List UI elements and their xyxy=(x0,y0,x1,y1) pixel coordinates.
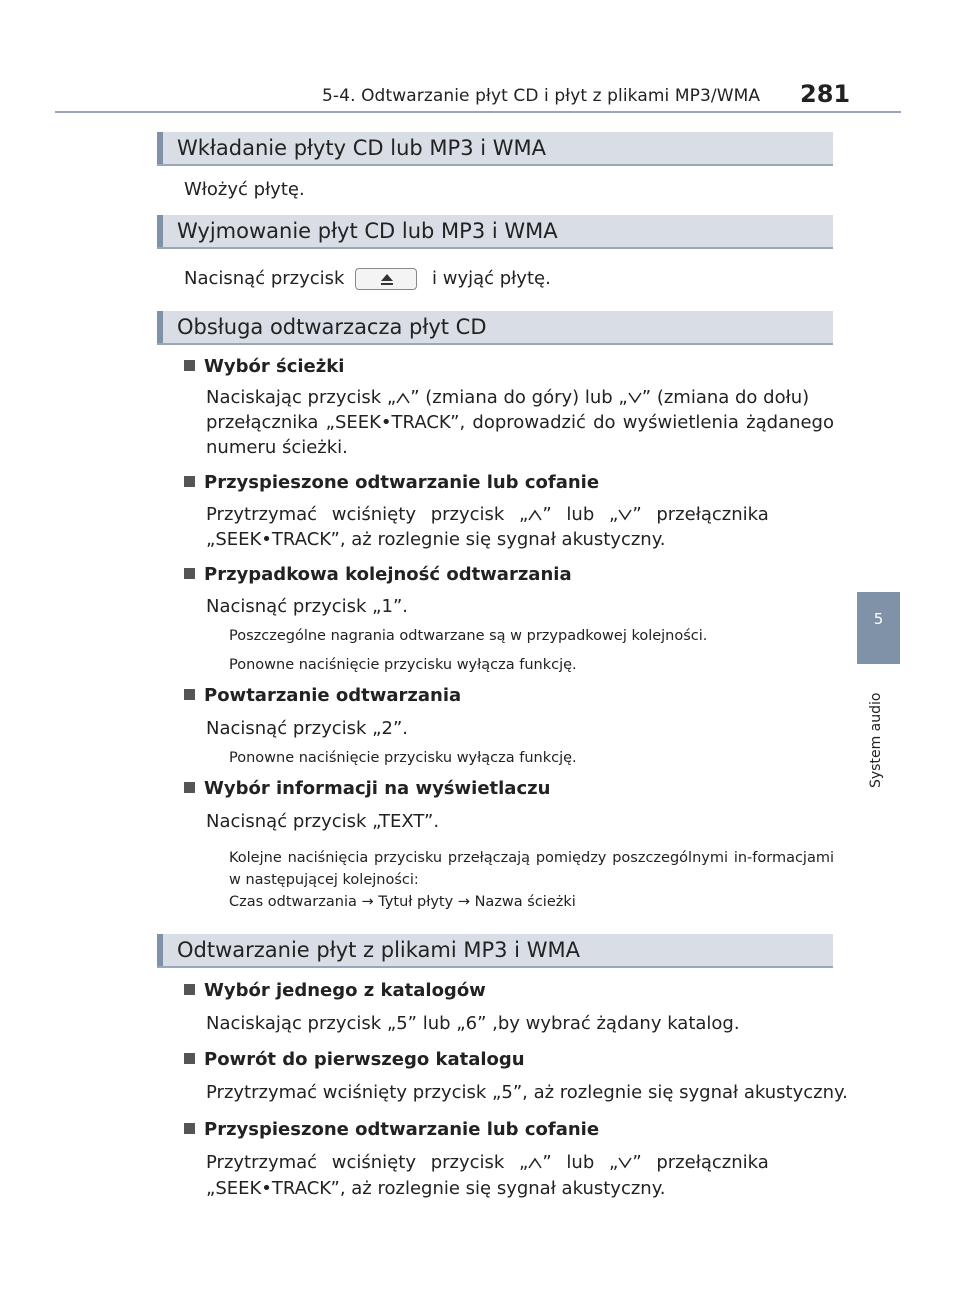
caret-up-icon xyxy=(528,1157,542,1169)
section-title: Wyjmowanie płyt CD lub MP3 i WMA xyxy=(177,219,558,243)
subheading: Przypadkowa kolejność odtwarzania xyxy=(184,564,572,585)
body-text: Nacisnąć przycisk xyxy=(184,268,345,289)
square-bullet-icon xyxy=(184,1053,195,1064)
square-bullet-icon xyxy=(184,568,195,579)
square-bullet-icon xyxy=(184,476,195,487)
section-header-eject-disc xyxy=(157,215,833,247)
subheading: Powtarzanie odtwarzania xyxy=(184,685,461,706)
body-text: Przytrzymać wciśnięty przycisk „ ” lub „ ” przełącznika xyxy=(206,1152,769,1173)
body-text: „SEEK•TRACK”, aż rozlegnie się sygnał akustyczny. xyxy=(206,529,666,550)
square-bullet-icon xyxy=(184,360,195,371)
body-text: Naciskając przycisk „5” lub „6” ,by wybrać żądany katalog. xyxy=(206,1013,740,1034)
chapter-tab xyxy=(857,592,900,664)
square-bullet-icon xyxy=(184,782,195,793)
caret-down-icon xyxy=(628,392,642,404)
page-number: 281 xyxy=(800,80,851,108)
body-text: Przytrzymać wciśnięty przycisk „5”, aż rozlegnie się sygnał akustyczny. xyxy=(206,1082,848,1103)
caret-up-icon xyxy=(528,509,542,521)
header-divider xyxy=(55,111,901,113)
caret-down-icon xyxy=(618,509,632,521)
section-header-cd-operation xyxy=(157,311,833,343)
right-arrow-icon: → xyxy=(361,894,374,910)
body-text: Nacisnąć przycisk „2”. xyxy=(206,718,408,739)
square-bullet-icon xyxy=(184,1123,195,1134)
body-text: Naciskając przycisk „ ” (zmiana do góry) lub „ ” (zmiana do dołu) xyxy=(206,387,810,408)
subheading: Powrót do pierwszego katalogu xyxy=(184,1049,525,1070)
body-text: „SEEK•TRACK”, aż rozlegnie się sygnał akustyczny. xyxy=(206,1178,666,1199)
caret-down-icon xyxy=(618,1157,632,1169)
square-bullet-icon xyxy=(184,689,195,700)
caret-up-icon xyxy=(396,392,410,404)
subheading: Przyspieszone odtwarzanie lub cofanie xyxy=(184,1119,599,1140)
note-text: Poszczególne nagrania odtwarzane są w przypadkowej kolejności. xyxy=(229,628,708,644)
section-header-insert-disc xyxy=(157,132,833,164)
body-text: przełącznika „SEEK•TRACK”, doprowadzić do wyświetlenia żądanego numeru ścieżki. xyxy=(206,412,834,458)
eject-icon xyxy=(380,273,394,286)
right-arrow-icon: → xyxy=(457,894,470,910)
body-text: i wyjąć płytę. xyxy=(432,268,551,289)
square-bullet-icon xyxy=(184,984,195,995)
sequence-text: Czas odtwarzania → Tytuł płyty → Nazwa ścieżki xyxy=(229,894,576,910)
eject-button xyxy=(355,268,417,290)
body-text: Włożyć płytę. xyxy=(184,179,305,200)
section-header-mp3-wma xyxy=(157,934,833,966)
note-text: Ponowne naciśnięcie przycisku wyłącza funkcję. xyxy=(229,657,577,673)
body-text: Przytrzymać wciśnięty przycisk „ ” lub „ ” przełącznika xyxy=(206,504,769,525)
body-text: Nacisnąć przycisk „TEXT”. xyxy=(206,811,440,832)
note-text: Ponowne naciśnięcie przycisku wyłącza funkcję. xyxy=(229,750,577,766)
body-text: Nacisnąć przycisk „1”. xyxy=(206,596,408,617)
section-title: Obsługa odtwarzacza płyt CD xyxy=(177,315,487,339)
running-header: 5-4. Odtwarzanie płyt CD i płyt z plikami MP3/WMA xyxy=(322,86,761,106)
chapter-number: 5 xyxy=(873,610,884,628)
subheading: Wybór jednego z katalogów xyxy=(184,980,486,1001)
section-title: Wkładanie płyty CD lub MP3 i WMA xyxy=(177,136,546,160)
subheading: Wybór informacji na wyświetlaczu xyxy=(184,778,550,799)
subheading: Wybór ścieżki xyxy=(184,356,344,377)
section-title: Odtwarzanie płyt z plikami MP3 i WMA xyxy=(177,938,580,962)
subheading: Przyspieszone odtwarzanie lub cofanie xyxy=(184,472,599,493)
chapter-label: System audio xyxy=(868,692,884,788)
note-text: Kolejne naciśnięcia przycisku przełączają pomiędzy poszczególnymi in-formacjami w następującej kolejności: xyxy=(229,850,834,888)
